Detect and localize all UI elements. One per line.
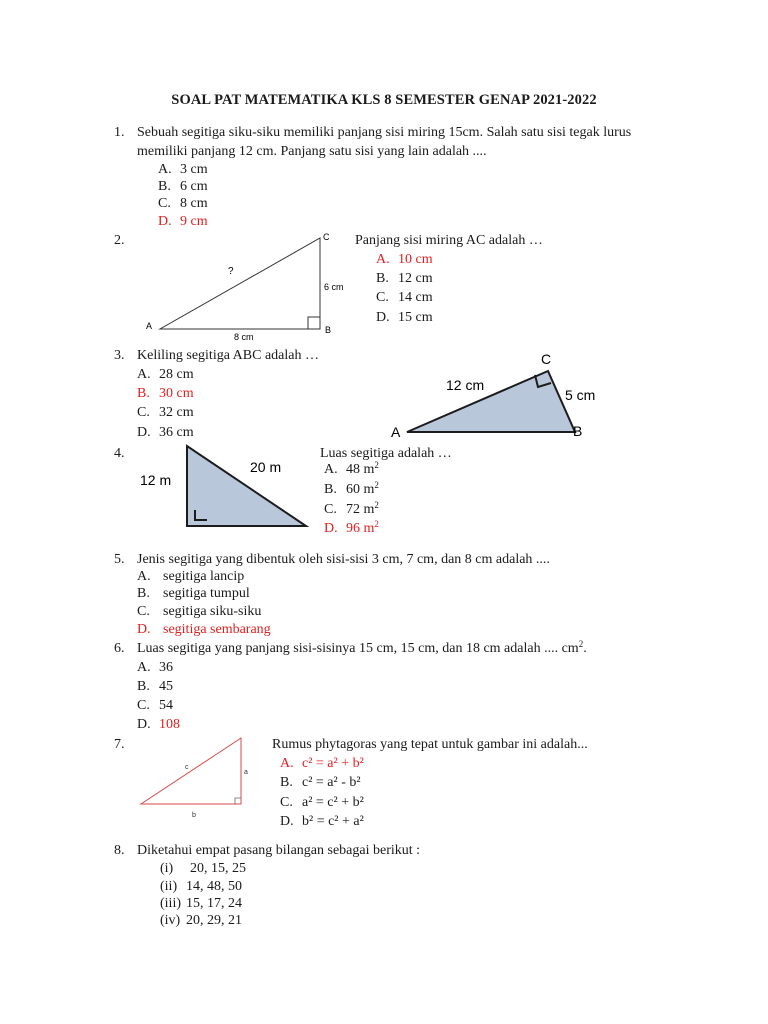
side-label: 6 cm (324, 282, 344, 292)
right-triangle-figure-2 (140, 228, 350, 343)
question-text: Panjang sisi miring AC adalah … (355, 233, 543, 248)
option-b: B. 60 $m^2$ (324, 480, 379, 497)
question-number: 1. (114, 125, 125, 140)
question-number: 2. (114, 233, 125, 248)
option-c: C. 72 $m^2$ (324, 500, 379, 517)
vertex-a-label: A (391, 424, 401, 440)
list-item: (iv) 20, 29, 21 (160, 913, 242, 928)
option-d-answer: D. 96 $m^2$ (324, 519, 379, 536)
option-d-answer: D. segitiga sembarang (137, 622, 271, 637)
right-triangle-figure-7 (135, 732, 265, 824)
right-triangle-figure-4 (130, 440, 320, 535)
option-c: C. 54 (137, 698, 173, 713)
option-b: B. segitiga tumpul (137, 586, 250, 601)
side-b-label: b (192, 812, 196, 819)
question-text: Luas segitiga yang panjang sisi-sisinya 15 cm, 15 cm, dan 18 cm adalah .... $cm^2$. (137, 639, 587, 656)
option-a-answer: A. 10 cm (376, 252, 433, 267)
right-triangle-figure-3 (380, 345, 610, 445)
side-cb-label: 5 cm (565, 387, 596, 403)
hypotenuse-label: 20 m (250, 459, 282, 475)
question-number: 7. (114, 737, 125, 752)
option-c: C. 8 cm (158, 196, 208, 211)
option-a-answer: A. c² = a² + b² (280, 756, 364, 771)
option-d: D. 36 cm (137, 425, 194, 440)
question-text: Keliling segitiga ABC adalah … (137, 348, 319, 363)
option-d: D. b² = c² + a² (280, 814, 364, 829)
option-c: C. 32 cm (137, 405, 194, 420)
question-number: 6. (114, 641, 125, 656)
height-label: 12 m (140, 472, 172, 488)
option-a: A. 48 $m^2$ (324, 460, 379, 477)
vertex-c-label: C (541, 351, 552, 367)
option-c: C. segitiga siku-siku (137, 604, 262, 619)
option-b-answer: B. 30 cm (137, 386, 194, 401)
question-text: Jenis segitiga yang dibentuk oleh sisi-sisi 3 cm, 7 cm, dan 8 cm adalah .... (137, 552, 550, 567)
list-item: (ii) 14, 48, 50 (160, 879, 242, 894)
hypotenuse-label: ? (228, 266, 234, 277)
question-text-line1: Sebuah segitiga siku-siku memiliki panjang sisi miring 15cm. Salah satu sisi tegak lurus (137, 125, 632, 140)
option-a: A. 36 (137, 660, 173, 675)
option-b: B. 45 (137, 679, 173, 694)
option-b: B. 12 cm (376, 271, 433, 286)
option-b: B. 6 cm (158, 179, 208, 194)
vertex-b-label: B (573, 423, 583, 439)
option-a: A. 3 cm (158, 162, 208, 177)
option-b: B. c² = a² - b² (280, 775, 361, 790)
side-c-label: c (185, 764, 189, 771)
option-c: C. 14 cm (376, 290, 433, 305)
side-a-label: a (244, 769, 248, 776)
question-number: 8. (114, 843, 125, 858)
option-d: D. 108 (137, 717, 180, 732)
option-c: C. a² = c² + b² (280, 795, 364, 810)
option-d-answer: D. 9 cm (158, 214, 208, 229)
question-text: Rumus phytagoras yang tepat untuk gambar ini adalah... (272, 737, 588, 752)
option-a: A. segitiga lancip (137, 569, 245, 584)
base-label: 8 cm (234, 332, 254, 342)
side-ac-label: 12 cm (446, 377, 485, 393)
exam-title: SOAL PAT MATEMATIKA KLS 8 SEMESTER GENAP 2021-2022 (171, 92, 597, 108)
question-number: 3. (114, 348, 125, 363)
vertex-b-label: B (325, 325, 332, 335)
question-text: Luas segitiga adalah … (320, 446, 452, 461)
option-d: D. 15 cm (376, 310, 433, 325)
vertex-c-label: C (323, 232, 330, 242)
list-item: (i) 20, 15, 25 (160, 861, 246, 876)
vertex-a-label: A (146, 321, 153, 331)
question-text-line2: memiliki panjang 12 cm. Panjang satu sisi yang lain adalah .... (137, 144, 487, 159)
option-a: A. 28 cm (137, 367, 194, 382)
question-number: 5. (114, 552, 125, 567)
question-text: Diketahui empat pasang bilangan sebagai berikut : (137, 843, 421, 858)
list-item: (iii) 15, 17, 24 (160, 896, 242, 911)
question-number: 4. (114, 446, 125, 461)
